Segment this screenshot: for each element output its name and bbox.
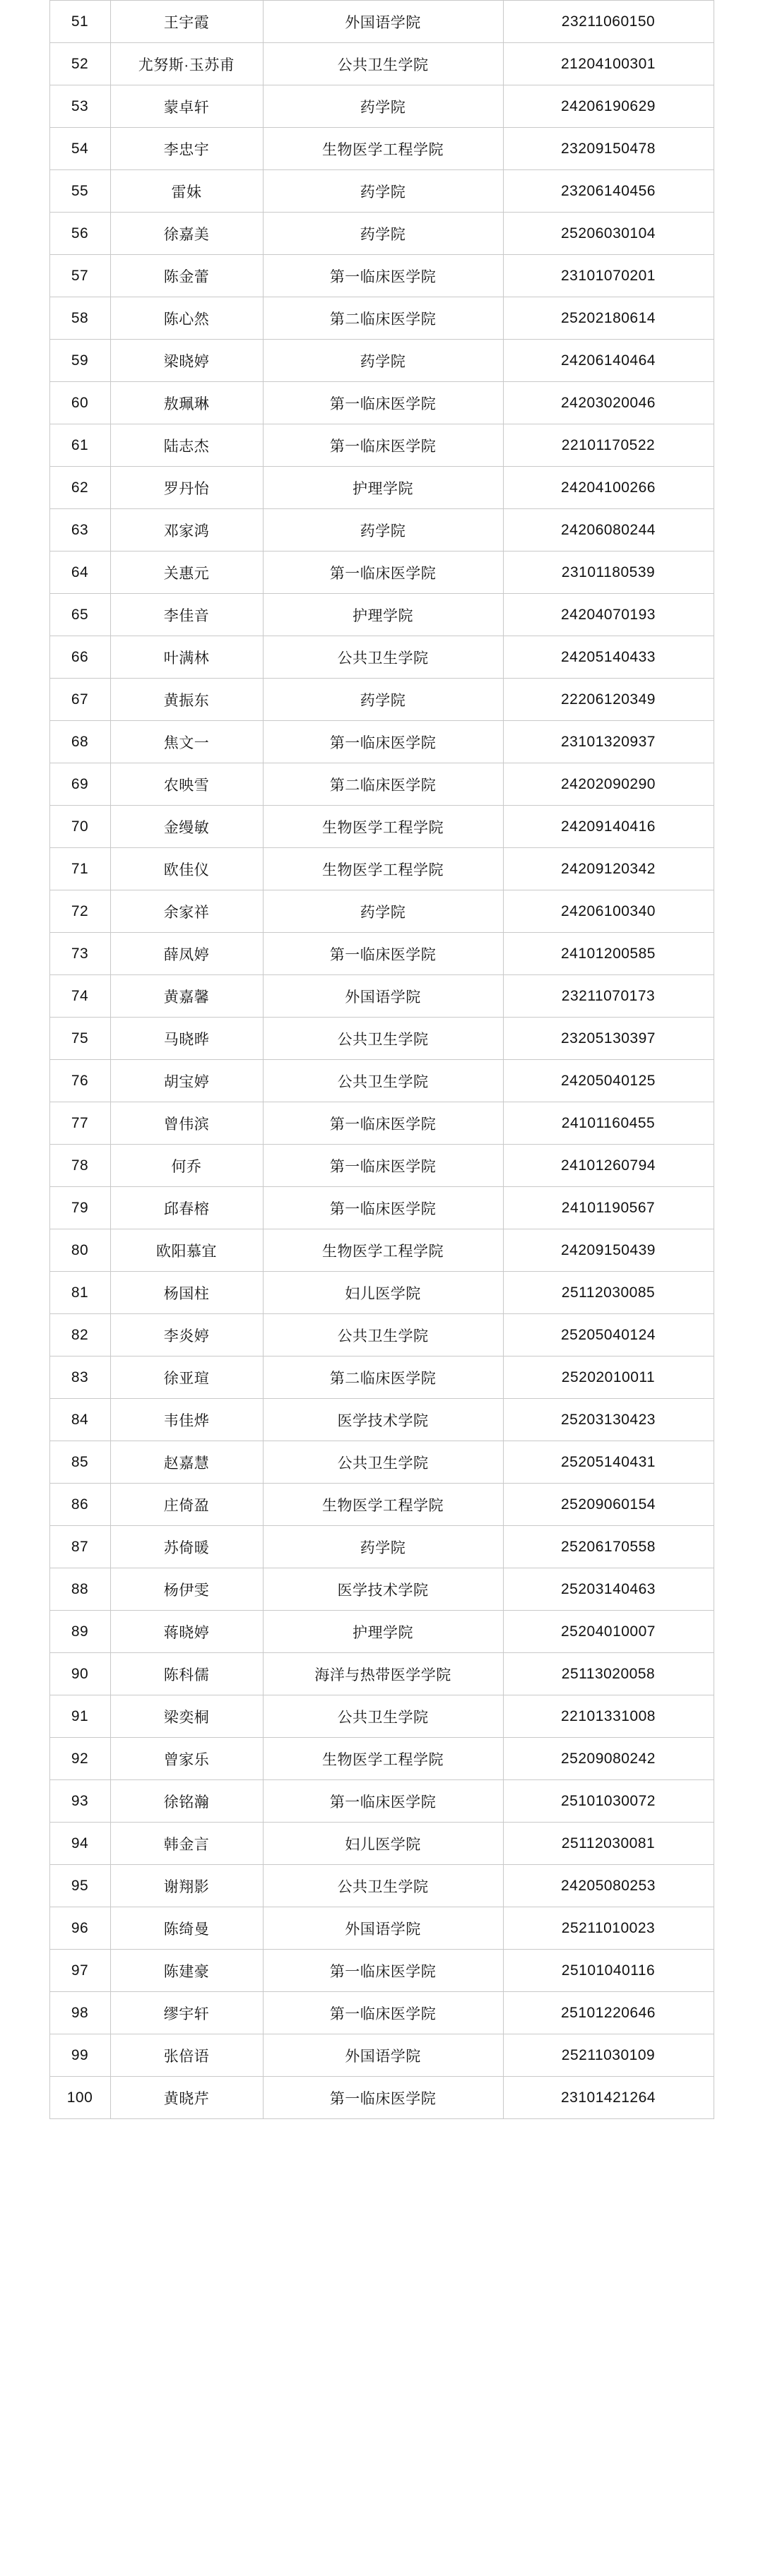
- cell-index: 94: [49, 1823, 110, 1865]
- cell-index: 61: [49, 424, 110, 467]
- cell-name: 梁晓婷: [110, 340, 263, 382]
- table-row: [49, 297, 714, 340]
- cell-index: 84: [49, 1399, 110, 1441]
- table-row: [49, 1356, 714, 1399]
- cell-student-id: 24203020046: [503, 382, 714, 424]
- cell-index: 99: [49, 2034, 110, 2077]
- table-row: [49, 170, 714, 213]
- cell-name: 陆志杰: [110, 424, 263, 467]
- cell-student-id: 25203130423: [503, 1399, 714, 1441]
- cell-student-id: 23101320937: [503, 721, 714, 763]
- cell-student-id: 23101421264: [503, 2077, 714, 2119]
- cell-name: 欧佳仪: [110, 848, 263, 890]
- cell-college: 公共卫生学院: [263, 636, 503, 679]
- table-row: [49, 85, 714, 128]
- cell-college: 生物医学工程学院: [263, 1229, 503, 1272]
- cell-college: 第一临床医学院: [263, 933, 503, 975]
- table-row: [49, 1653, 714, 1695]
- cell-college: 公共卫生学院: [263, 1018, 503, 1060]
- table-row: [49, 382, 714, 424]
- cell-name: 曾家乐: [110, 1738, 263, 1780]
- cell-name: 邓家鸿: [110, 509, 263, 551]
- cell-student-id: 24101200585: [503, 933, 714, 975]
- cell-index: 66: [49, 636, 110, 679]
- cell-name: 李佳音: [110, 594, 263, 636]
- cell-index: 79: [49, 1187, 110, 1229]
- cell-college: 药学院: [263, 213, 503, 255]
- cell-name: 庄倚盈: [110, 1484, 263, 1526]
- cell-student-id: 25206170558: [503, 1526, 714, 1568]
- cell-college: 第一临床医学院: [263, 551, 503, 594]
- cell-index: 54: [49, 128, 110, 170]
- table-row: [49, 594, 714, 636]
- table-row: [49, 636, 714, 679]
- table-row: [49, 1695, 714, 1738]
- cell-college: 公共卫生学院: [263, 1314, 503, 1356]
- cell-name: 徐嘉美: [110, 213, 263, 255]
- cell-student-id: 24206100340: [503, 890, 714, 933]
- cell-student-id: 23211070173: [503, 975, 714, 1018]
- cell-college: 药学院: [263, 509, 503, 551]
- cell-name: 何乔: [110, 1145, 263, 1187]
- cell-student-id: 25101220646: [503, 1992, 714, 2034]
- table-row: [49, 1, 714, 43]
- cell-name: 蒋晓婷: [110, 1611, 263, 1653]
- cell-college: 医学技术学院: [263, 1568, 503, 1611]
- cell-college: 外国语学院: [263, 975, 503, 1018]
- cell-name: 蒙卓轩: [110, 85, 263, 128]
- cell-name: 陈金蕾: [110, 255, 263, 297]
- cell-college: 外国语学院: [263, 1, 503, 43]
- cell-name: 罗丹怡: [110, 467, 263, 509]
- cell-index: 64: [49, 551, 110, 594]
- cell-college: 外国语学院: [263, 1907, 503, 1950]
- cell-college: 生物医学工程学院: [263, 1484, 503, 1526]
- table-row: [49, 1145, 714, 1187]
- table-row: [49, 679, 714, 721]
- cell-index: 74: [49, 975, 110, 1018]
- cell-index: 83: [49, 1356, 110, 1399]
- table-row: [49, 1441, 714, 1484]
- cell-student-id: 24206140464: [503, 340, 714, 382]
- table-row: [49, 509, 714, 551]
- cell-index: 67: [49, 679, 110, 721]
- cell-index: 68: [49, 721, 110, 763]
- cell-college: 公共卫生学院: [263, 43, 503, 85]
- cell-name: 马晓晔: [110, 1018, 263, 1060]
- table-row: [49, 1187, 714, 1229]
- cell-student-id: 23209150478: [503, 128, 714, 170]
- table-row: [49, 1399, 714, 1441]
- cell-index: 93: [49, 1780, 110, 1823]
- table-row: [49, 1780, 714, 1823]
- cell-college: 第一临床医学院: [263, 382, 503, 424]
- cell-index: 90: [49, 1653, 110, 1695]
- cell-college: 第二临床医学院: [263, 297, 503, 340]
- cell-student-id: 24205140433: [503, 636, 714, 679]
- cell-name: 农映雪: [110, 763, 263, 806]
- cell-name: 杨国柱: [110, 1272, 263, 1314]
- cell-index: 92: [49, 1738, 110, 1780]
- table-row: [49, 1060, 714, 1102]
- cell-name: 徐铭瀚: [110, 1780, 263, 1823]
- cell-college: 生物医学工程学院: [263, 806, 503, 848]
- cell-student-id: 24101260794: [503, 1145, 714, 1187]
- table-row: [49, 467, 714, 509]
- cell-index: 85: [49, 1441, 110, 1484]
- cell-student-id: 25211030109: [503, 2034, 714, 2077]
- cell-index: 56: [49, 213, 110, 255]
- cell-student-id: 23101070201: [503, 255, 714, 297]
- cell-student-id: 24204100266: [503, 467, 714, 509]
- table-row: [49, 933, 714, 975]
- cell-college: 第一临床医学院: [263, 2077, 503, 2119]
- cell-index: 69: [49, 763, 110, 806]
- table-row: [49, 551, 714, 594]
- cell-student-id: 25211010023: [503, 1907, 714, 1950]
- cell-college: 药学院: [263, 1526, 503, 1568]
- table-row: [49, 1865, 714, 1907]
- cell-index: 97: [49, 1950, 110, 1992]
- cell-student-id: 22101170522: [503, 424, 714, 467]
- cell-college: 药学院: [263, 890, 503, 933]
- cell-name: 黄嘉馨: [110, 975, 263, 1018]
- cell-college: 药学院: [263, 170, 503, 213]
- cell-student-id: 22206120349: [503, 679, 714, 721]
- cell-student-id: 25205140431: [503, 1441, 714, 1484]
- cell-name: 赵嘉慧: [110, 1441, 263, 1484]
- cell-name: 杨伊雯: [110, 1568, 263, 1611]
- table-row: [49, 975, 714, 1018]
- table-row: [49, 1907, 714, 1950]
- cell-name: 缪宇轩: [110, 1992, 263, 2034]
- cell-student-id: 23205130397: [503, 1018, 714, 1060]
- cell-index: 58: [49, 297, 110, 340]
- cell-college: 生物医学工程学院: [263, 848, 503, 890]
- table-row: [49, 2034, 714, 2077]
- cell-name: 雷妹: [110, 170, 263, 213]
- cell-student-id: 23206140456: [503, 170, 714, 213]
- cell-college: 医学技术学院: [263, 1399, 503, 1441]
- table-row: [49, 848, 714, 890]
- cell-student-id: 24204070193: [503, 594, 714, 636]
- cell-name: 敖珮琳: [110, 382, 263, 424]
- cell-student-id: 23101180539: [503, 551, 714, 594]
- cell-college: 药学院: [263, 85, 503, 128]
- cell-college: 第一临床医学院: [263, 255, 503, 297]
- cell-index: 73: [49, 933, 110, 975]
- table-row: [49, 1823, 714, 1865]
- cell-student-id: 25209080242: [503, 1738, 714, 1780]
- cell-student-id: 25101040116: [503, 1950, 714, 1992]
- cell-college: 第二临床医学院: [263, 1356, 503, 1399]
- cell-name: 黄振东: [110, 679, 263, 721]
- cell-index: 62: [49, 467, 110, 509]
- cell-college: 第一临床医学院: [263, 1950, 503, 1992]
- cell-name: 胡宝婷: [110, 1060, 263, 1102]
- cell-index: 77: [49, 1102, 110, 1145]
- cell-index: 63: [49, 509, 110, 551]
- cell-name: 苏倚暖: [110, 1526, 263, 1568]
- roster-table-body: [49, 1, 714, 2119]
- cell-name: 焦文一: [110, 721, 263, 763]
- cell-college: 药学院: [263, 679, 503, 721]
- cell-college: 第一临床医学院: [263, 1780, 503, 1823]
- cell-index: 75: [49, 1018, 110, 1060]
- cell-name: 王宇霞: [110, 1, 263, 43]
- cell-index: 65: [49, 594, 110, 636]
- cell-college: 第一临床医学院: [263, 424, 503, 467]
- cell-index: 80: [49, 1229, 110, 1272]
- cell-name: 李忠宇: [110, 128, 263, 170]
- cell-student-id: 24209140416: [503, 806, 714, 848]
- cell-name: 金缦敏: [110, 806, 263, 848]
- cell-index: 91: [49, 1695, 110, 1738]
- cell-student-id: 24101160455: [503, 1102, 714, 1145]
- cell-college: 妇儿医学院: [263, 1272, 503, 1314]
- cell-student-id: 24101190567: [503, 1187, 714, 1229]
- table-row: [49, 43, 714, 85]
- cell-name: 陈心然: [110, 297, 263, 340]
- cell-index: 88: [49, 1568, 110, 1611]
- cell-student-id: 22101331008: [503, 1695, 714, 1738]
- cell-index: 98: [49, 1992, 110, 2034]
- student-roster-table: [49, 0, 714, 2119]
- table-row: [49, 1484, 714, 1526]
- cell-student-id: 25205040124: [503, 1314, 714, 1356]
- cell-college: 第一临床医学院: [263, 721, 503, 763]
- table-row: [49, 763, 714, 806]
- table-row: [49, 213, 714, 255]
- cell-college: 第一临床医学院: [263, 1187, 503, 1229]
- cell-college: 护理学院: [263, 1611, 503, 1653]
- cell-index: 81: [49, 1272, 110, 1314]
- cell-college: 妇儿医学院: [263, 1823, 503, 1865]
- cell-index: 51: [49, 1, 110, 43]
- cell-name: 尤努斯·玉苏甫: [110, 43, 263, 85]
- cell-index: 82: [49, 1314, 110, 1356]
- cell-index: 60: [49, 382, 110, 424]
- cell-college: 公共卫生学院: [263, 1865, 503, 1907]
- cell-student-id: 25203140463: [503, 1568, 714, 1611]
- cell-student-id: 25112030085: [503, 1272, 714, 1314]
- cell-index: 96: [49, 1907, 110, 1950]
- cell-student-id: 25209060154: [503, 1484, 714, 1526]
- cell-name: 梁奕桐: [110, 1695, 263, 1738]
- cell-college: 外国语学院: [263, 2034, 503, 2077]
- table-row: [49, 1738, 714, 1780]
- cell-college: 护理学院: [263, 467, 503, 509]
- cell-name: 谢翔影: [110, 1865, 263, 1907]
- cell-index: 76: [49, 1060, 110, 1102]
- cell-student-id: 23211060150: [503, 1, 714, 43]
- cell-student-id: 25202010011: [503, 1356, 714, 1399]
- table-row: [49, 340, 714, 382]
- table-row: [49, 1018, 714, 1060]
- cell-index: 52: [49, 43, 110, 85]
- cell-student-id: 25206030104: [503, 213, 714, 255]
- cell-index: 53: [49, 85, 110, 128]
- cell-student-id: 24202090290: [503, 763, 714, 806]
- table-row: [49, 721, 714, 763]
- cell-index: 55: [49, 170, 110, 213]
- cell-student-id: 24205040125: [503, 1060, 714, 1102]
- table-row: [49, 1229, 714, 1272]
- cell-college: 公共卫生学院: [263, 1695, 503, 1738]
- cell-college: 生物医学工程学院: [263, 1738, 503, 1780]
- table-row: [49, 1272, 714, 1314]
- cell-index: 87: [49, 1526, 110, 1568]
- cell-name: 韦佳烨: [110, 1399, 263, 1441]
- cell-index: 59: [49, 340, 110, 382]
- table-row: [49, 1992, 714, 2034]
- cell-student-id: 24209150439: [503, 1229, 714, 1272]
- table-row: [49, 424, 714, 467]
- cell-student-id: 25204010007: [503, 1611, 714, 1653]
- cell-index: 57: [49, 255, 110, 297]
- cell-name: 黄晓芹: [110, 2077, 263, 2119]
- table-row: [49, 1611, 714, 1653]
- cell-name: 曾伟滨: [110, 1102, 263, 1145]
- table-row: [49, 2077, 714, 2119]
- cell-student-id: 25202180614: [503, 297, 714, 340]
- cell-name: 张倍语: [110, 2034, 263, 2077]
- cell-college: 第一临床医学院: [263, 1992, 503, 2034]
- cell-student-id: 24206080244: [503, 509, 714, 551]
- cell-student-id: 21204100301: [503, 43, 714, 85]
- cell-college: 生物医学工程学院: [263, 128, 503, 170]
- cell-name: 陈建豪: [110, 1950, 263, 1992]
- cell-index: 86: [49, 1484, 110, 1526]
- cell-name: 徐亚瑄: [110, 1356, 263, 1399]
- cell-index: 95: [49, 1865, 110, 1907]
- cell-college: 公共卫生学院: [263, 1441, 503, 1484]
- table-row: [49, 890, 714, 933]
- cell-college: 海洋与热带医学学院: [263, 1653, 503, 1695]
- cell-index: 89: [49, 1611, 110, 1653]
- cell-student-id: 24206190629: [503, 85, 714, 128]
- table-row: [49, 1102, 714, 1145]
- cell-name: 陈科儒: [110, 1653, 263, 1695]
- table-row: [49, 1314, 714, 1356]
- cell-student-id: 24209120342: [503, 848, 714, 890]
- table-row: [49, 128, 714, 170]
- cell-student-id: 25112030081: [503, 1823, 714, 1865]
- cell-index: 70: [49, 806, 110, 848]
- cell-college: 第一临床医学院: [263, 1102, 503, 1145]
- cell-name: 邱春榕: [110, 1187, 263, 1229]
- cell-college: 护理学院: [263, 594, 503, 636]
- cell-college: 公共卫生学院: [263, 1060, 503, 1102]
- cell-college: 药学院: [263, 340, 503, 382]
- cell-name: 李炎婷: [110, 1314, 263, 1356]
- table-row: [49, 255, 714, 297]
- cell-index: 72: [49, 890, 110, 933]
- table-row: [49, 1526, 714, 1568]
- cell-college: 第二临床医学院: [263, 763, 503, 806]
- table-row: [49, 806, 714, 848]
- cell-name: 薛凤婷: [110, 933, 263, 975]
- table-row: [49, 1950, 714, 1992]
- cell-student-id: 24205080253: [503, 1865, 714, 1907]
- cell-name: 关惠元: [110, 551, 263, 594]
- cell-index: 100: [49, 2077, 110, 2119]
- cell-name: 陈绮曼: [110, 1907, 263, 1950]
- cell-name: 韩金言: [110, 1823, 263, 1865]
- cell-name: 欧阳慕宜: [110, 1229, 263, 1272]
- cell-name: 叶满林: [110, 636, 263, 679]
- cell-index: 71: [49, 848, 110, 890]
- cell-student-id: 25101030072: [503, 1780, 714, 1823]
- cell-college: 第一临床医学院: [263, 1145, 503, 1187]
- cell-name: 余家祥: [110, 890, 263, 933]
- table-row: [49, 1568, 714, 1611]
- cell-index: 78: [49, 1145, 110, 1187]
- cell-student-id: 25113020058: [503, 1653, 714, 1695]
